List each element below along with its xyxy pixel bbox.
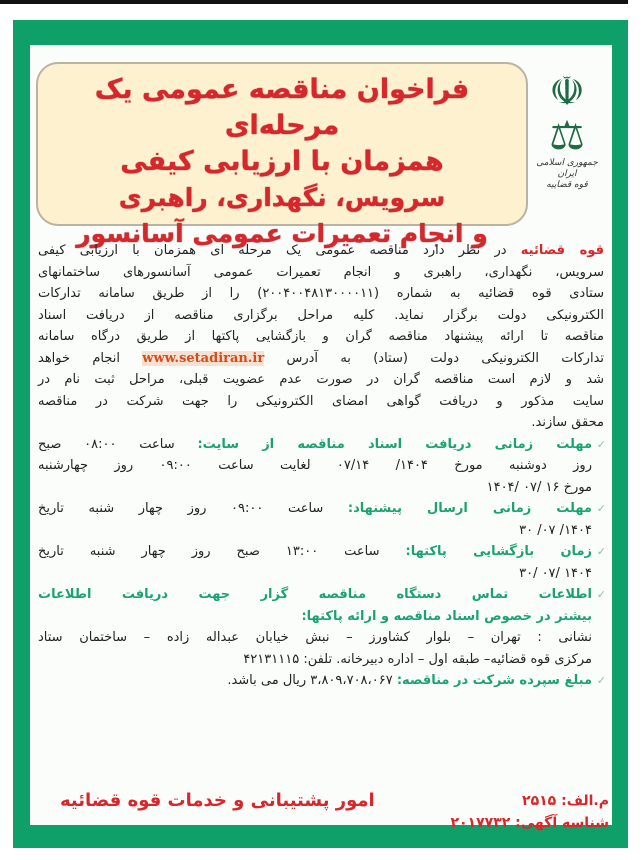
section-label: مهلت زمانی ارسال پیشنهاد: (347, 501, 592, 516)
signature: امور پشتیبانی و خدمات قوه قضائیه (60, 790, 375, 811)
title-line: سرویس، نگهداری، راهبری (118, 183, 446, 212)
section-text: ساعت ۰۹:۰۰ روز چهار شنبه تاریخ (38, 501, 324, 516)
top-rule (0, 0, 628, 4)
intro-text: تدارکات الکترونیکی دولت (ستاد) به آدرس (286, 350, 605, 366)
address-text: نشانی : تهران – بلوار کشاورز – نبش خیابان عبداله زاده – ساختمان ستاد (38, 630, 592, 645)
section-label: زمان بازگشایی پاکتها: (405, 544, 592, 559)
logo-caption: قوه قضاییه (546, 180, 588, 190)
section-text: روز دوشنبه مورخ ۱۴۰۴/ ۰۷/۱۴ لغایت ساعت ۰۹:۰۰ روز چهارشنبه (38, 458, 592, 473)
section-deposit (38, 670, 604, 692)
check-icon: ✓ (596, 502, 606, 515)
title-box (36, 62, 528, 248)
check-icon: ✓ (596, 674, 606, 687)
title-line: فراخوان مناقصه عمومی یک مرحله‌ای (94, 74, 470, 141)
address-text: مرکزی قوه قضائیه– طبقه اول – اداره دبیرخانه. تلفن: ۴۲۱۳۱۱۱۵ (243, 651, 592, 667)
section-label: بیشتر در خصوص اسناد مناقصه و ارائه پاکتها: (301, 608, 592, 624)
intro-line: سرویس، نگهداری، راهبری و انجام تعمیرات عمومی آسانسورهای ساختمانهای (38, 264, 604, 280)
section-doc-deadline (38, 434, 604, 499)
section-text: ۱۴۰۴ /۰۷ /۳۰ (519, 565, 592, 581)
intro-line: الکترونیکی دولت برگزار نماید. کلیه مراحل برگزاری مناقصه از دریافت اسناد (38, 307, 604, 323)
section-text: ۱۴۰۴/ ۰۷/ ۳۰ (519, 522, 592, 538)
intro-line: شد و لازم است مناقصه گران در صورت عدم عضویت قبلی، مراحل ثبت نام در (38, 372, 604, 387)
intro-line: ستادی قوه قضائیه به شماره (۲۰۰۴۰۰۴۸۱۳۰۰۰۰۱۱) را از طریق سامانه تدارکات (38, 286, 604, 301)
emblem-icon: ☫ (549, 69, 585, 115)
setad-url-link[interactable]: www.setadiran.ir (142, 350, 265, 366)
ref-number: م.الف: ۲۵۱۵ (522, 793, 609, 809)
scales-icon: ⚖ (549, 113, 585, 159)
org-name: قوه قضائیه (520, 243, 605, 258)
notice-body (38, 240, 604, 692)
title-line: و انجام تعمیرات عمومی آسانسور (76, 219, 488, 248)
intro-line (38, 348, 604, 370)
section-bid-deadline (38, 498, 604, 541)
ad-reference (450, 790, 609, 834)
title-line: همزمان با ارزیابی کیفی (120, 146, 444, 177)
intro-line: سایت مذکور و دریافت گواهی امضای الکترونیکی را جهت شرکت در مناقصه (38, 393, 604, 409)
section-opening-time (38, 541, 604, 584)
section-label: مهلت زمانی دریافت اسناد مناقصه از سایت: (197, 436, 592, 452)
intro-line: محقق سازند. (531, 415, 604, 430)
section-label: اطلاعات تماس دستگاه مناقصه گزار جهت دریافت اطلاعات (38, 587, 592, 602)
intro-line: مناقصه تا ارائه پیشنهاد مناقصه گران و بازگشایی پاکتها از طریق درگاه سامانه (38, 329, 604, 344)
intro-line (38, 240, 604, 262)
section-label: مبلغ سپرده شرکت در مناقصه: (396, 673, 592, 688)
section-contact (38, 584, 604, 670)
section-text: مورخ ۱۶ /۰۷ /۱۴۰۴ (486, 479, 592, 495)
intro-text: در نظر دارد مناقصه عمومی یک مرحله ای همزمان با ارزیابی کیفی (38, 243, 507, 258)
intro-text: انجام خواهد (38, 350, 120, 366)
check-icon: ✓ (596, 588, 606, 601)
ad-id: شناسه آگهی: ۲۰۱۷۷۳۲ (450, 815, 609, 831)
deposit-amount: ۳،۸۰۹،۷۰۸،۰۶۷ ریال می باشد. (227, 673, 393, 688)
judiciary-logo (532, 70, 602, 220)
logo-caption: جمهوری اسلامی ایران (536, 158, 598, 179)
check-icon: ✓ (596, 545, 606, 558)
check-icon: ✓ (596, 437, 606, 451)
section-text: ساعت ۰۸:۰۰ صبح (38, 436, 175, 452)
section-text: ساعت ۱۳:۰۰ صبح روز چهار شنبه تاریخ (38, 544, 380, 559)
